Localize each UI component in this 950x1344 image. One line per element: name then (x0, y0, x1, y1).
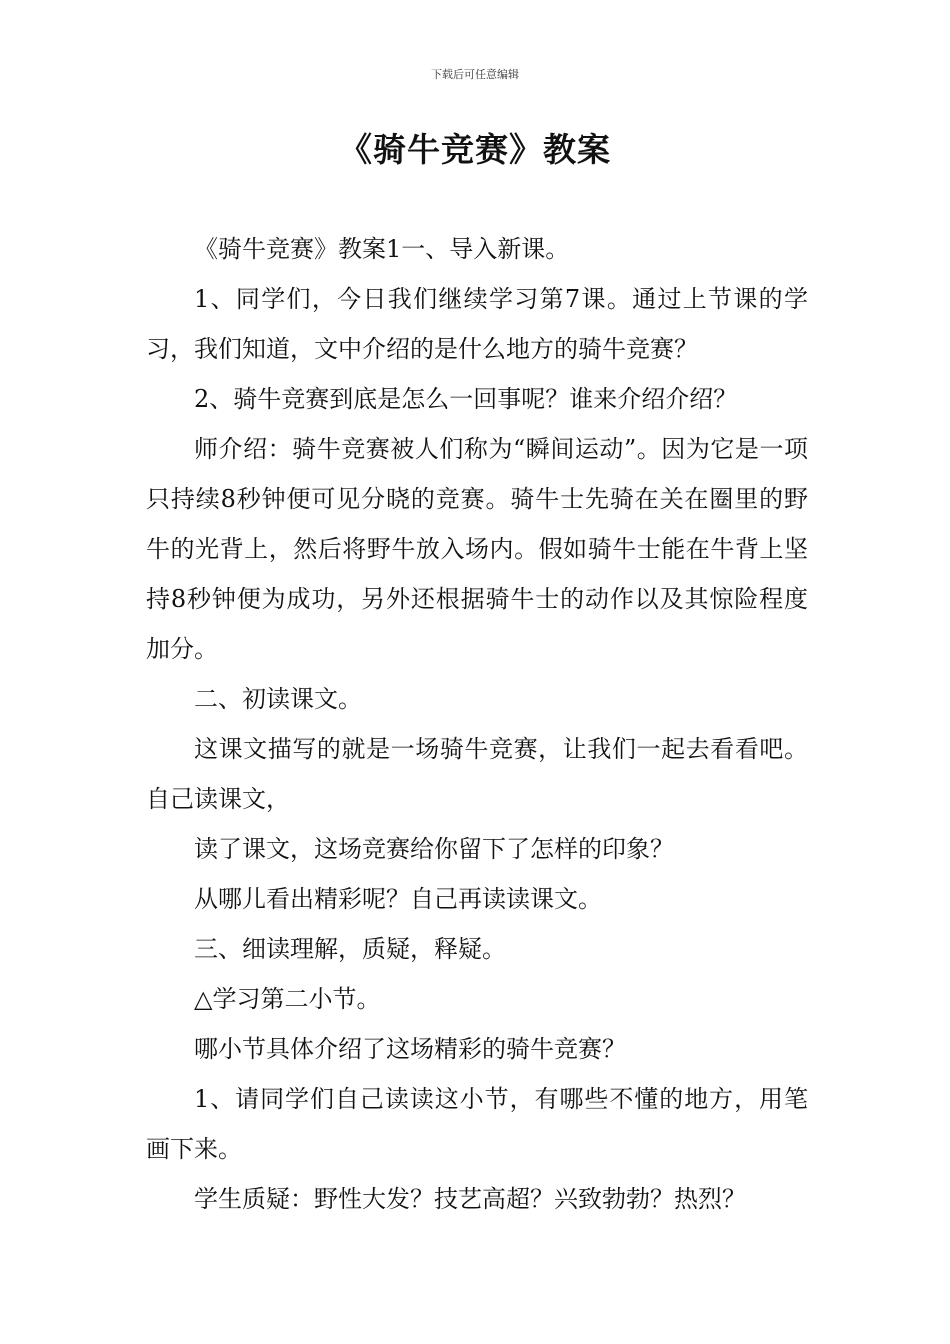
paragraph: 师介绍：骑牛竞赛被人们称为“瞬间运动”。因为它是一项只持续8秒钟便可见分晓的竞赛。骑牛士先骑在关在圈里的野牛的光背上，然后将野牛放入场内。假如骑牛士能在牛背上坚持8秒钟便为成功，另外还根据骑牛士的动作以及其惊险程度加分。 (146, 435, 808, 663)
page-header-note: 下载后可任意编辑 (431, 68, 519, 81)
paragraph: 2、骑牛竞赛到底是怎么一回事呢？谁来介绍介绍？ (194, 385, 738, 413)
document-body (146, 224, 808, 1224)
section-heading: 二、初读课文。 (194, 685, 362, 713)
paragraph: 1、请同学们自己读读这小节，有哪些不懂的地方，用笔画下来。 (146, 1085, 808, 1163)
paragraph: 读了课文，这场竞赛给你留下了怎样的印象？ (194, 835, 674, 863)
document-title: 《骑牛竞赛》教案 (339, 130, 611, 169)
paragraph: 1、同学们，今日我们继续学习第7课。通过上节课的学习，我们知道，文中介绍的是什么地方的骑牛竞赛？ (146, 285, 808, 363)
paragraph: 哪小节具体介绍了这场精彩的骑牛竞赛？ (194, 1035, 626, 1063)
paragraph: 这课文描写的就是一场骑牛竞赛，让我们一起去看看吧。自己读课文， (146, 735, 808, 813)
paragraph: 从哪儿看出精彩呢？自己再读读课文。 (194, 885, 602, 913)
paragraph: △学习第二小节。 (194, 985, 381, 1013)
section-heading: 三、细读理解，质疑，释疑。 (194, 935, 506, 963)
paragraph: 学生质疑：野性大发？技艺高超？兴致勃勃？热烈？ (194, 1185, 746, 1213)
paragraph: 《骑牛竞赛》教案1一、导入新课。 (194, 235, 570, 263)
